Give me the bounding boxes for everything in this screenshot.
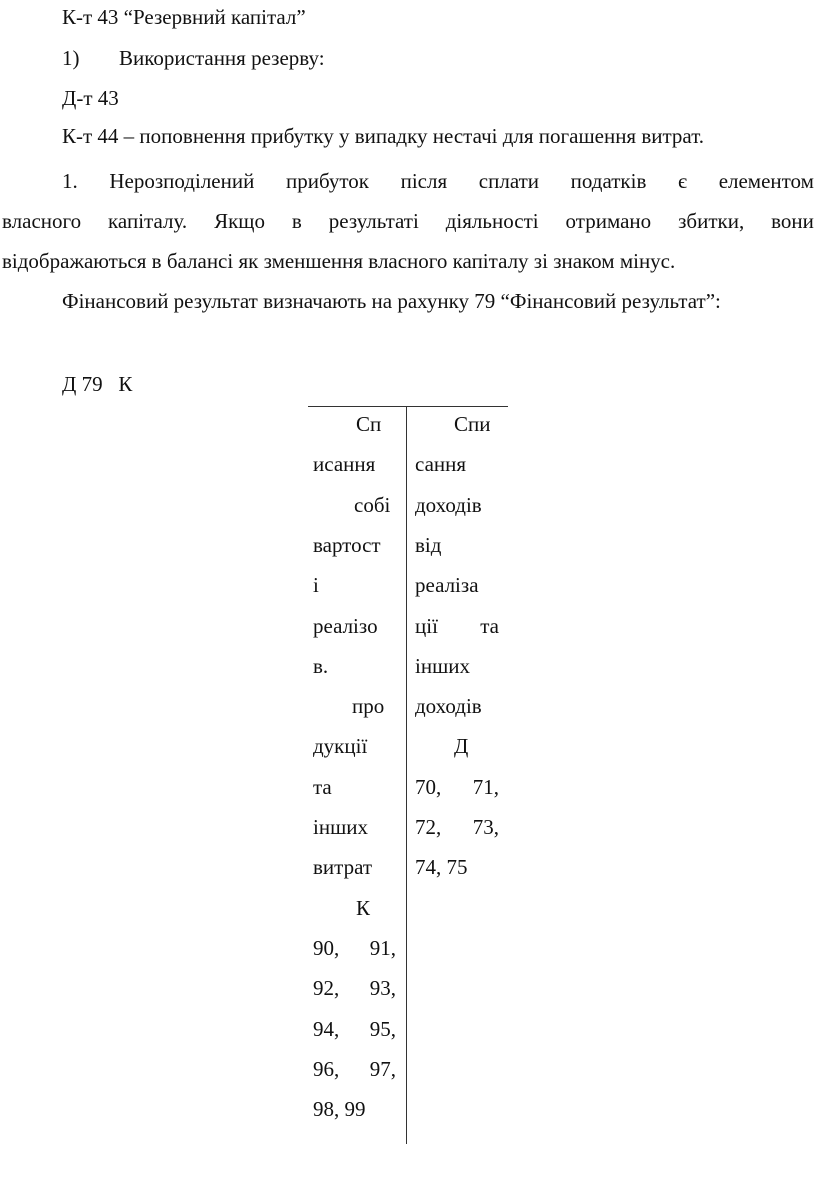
debit-line: дукції bbox=[313, 734, 368, 758]
word: Нерозподілений bbox=[109, 169, 255, 193]
word: власного bbox=[2, 209, 82, 233]
debit-line: 90, 91, bbox=[313, 936, 396, 960]
credit-line: 72, 73, bbox=[415, 815, 499, 839]
word: результаті bbox=[328, 209, 419, 233]
word: капіталу. bbox=[108, 209, 188, 233]
debit-line: в. bbox=[313, 654, 329, 678]
word: елементом bbox=[718, 169, 814, 193]
word: Якщо bbox=[214, 209, 265, 233]
word: сплати bbox=[478, 169, 540, 193]
credit-line: реаліза bbox=[415, 573, 479, 597]
paragraph-line-undistributed-profit bbox=[62, 169, 814, 193]
debit-line: витрат bbox=[313, 855, 373, 879]
debit-line: 92, 93, bbox=[313, 976, 396, 1000]
credit-line: 70, 71, bbox=[415, 775, 499, 799]
debit-line: реалізо bbox=[313, 614, 378, 638]
word: вони bbox=[771, 209, 814, 233]
word: 1. bbox=[62, 169, 78, 193]
debit-line: та bbox=[313, 775, 332, 799]
debit-line: про bbox=[352, 694, 385, 718]
credit-line: 74, 75 bbox=[415, 855, 468, 879]
line-debit-43: Д-т 43 bbox=[62, 86, 119, 110]
word: після bbox=[400, 169, 448, 193]
line-financial-result: Фінансовий результат визначають на рахунку 79 “Фінансовий результат”: bbox=[62, 289, 721, 313]
debit-line: 98, 99 bbox=[313, 1097, 366, 1121]
word: збитки, bbox=[678, 209, 745, 233]
word: отримано bbox=[565, 209, 652, 233]
debit-line: К bbox=[356, 896, 371, 920]
credit-line: Д bbox=[454, 734, 469, 758]
paragraph-line-balance: відображаються в балансі як зменшення власного капіталу зі знаком мінус. bbox=[2, 249, 676, 273]
credit-line: ції та bbox=[415, 614, 499, 638]
debit-line: і bbox=[313, 573, 319, 597]
t-account-horizontal-line bbox=[308, 406, 508, 407]
credit-line: доходів bbox=[415, 493, 482, 517]
debit-line: 96, 97, bbox=[313, 1057, 396, 1081]
word: є bbox=[678, 169, 688, 193]
paragraph-line-equity bbox=[2, 209, 814, 233]
debit-line: собі bbox=[354, 493, 391, 517]
line-credit-44: К-т 44 – поповнення прибутку у випадку нестачі для погашення витрат. bbox=[62, 124, 705, 148]
credit-line: від bbox=[415, 533, 442, 557]
line-reserve-usage: Використання резерву: bbox=[119, 46, 325, 70]
t-account-header: Д 79 К bbox=[62, 372, 133, 396]
word: прибуток bbox=[285, 169, 369, 193]
debit-line: 94, 95, bbox=[313, 1017, 396, 1041]
credit-line: Спи bbox=[454, 412, 491, 436]
debit-line: Сп bbox=[356, 412, 382, 436]
list-number: 1) bbox=[62, 46, 80, 70]
t-account-vertical-line bbox=[406, 406, 407, 1144]
credit-line: доходів bbox=[415, 694, 482, 718]
line-reserve-capital: К-т 43 “Резервний капітал” bbox=[62, 5, 306, 29]
word: діяльності bbox=[445, 209, 539, 233]
debit-line: вартост bbox=[313, 533, 381, 557]
debit-line: исання bbox=[313, 452, 376, 476]
credit-line: інших bbox=[415, 654, 470, 678]
word: податків bbox=[570, 169, 647, 193]
debit-line: інших bbox=[313, 815, 368, 839]
word: в bbox=[291, 209, 302, 233]
credit-line: сання bbox=[415, 452, 467, 476]
